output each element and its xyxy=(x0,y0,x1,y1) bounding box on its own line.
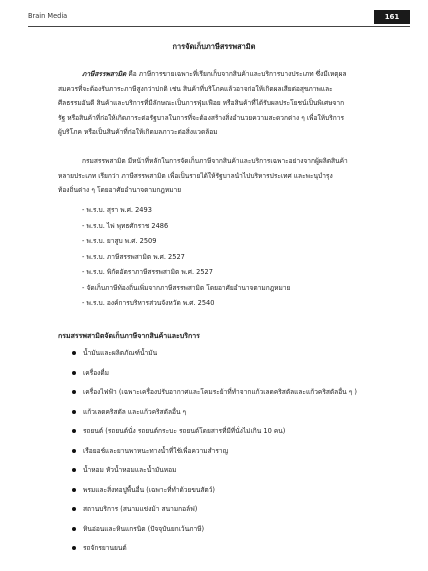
list-item xyxy=(72,465,392,476)
bullet-icon xyxy=(72,546,76,550)
item-text: รถยนต์ (รถยนต์นั่ง รถยนต์กระบะ รถยนต์โดยสารที่มีที่นั่งไม่เกิน 10 คน) xyxy=(83,427,286,435)
intro-line-1-text: คือ ภาษีการขายเฉพาะที่เรียกเก็บจากสินค้าและบริการบางประเภท ซึ่งมีเหตุผล xyxy=(126,70,347,78)
taxed-items-list xyxy=(72,348,392,563)
header-divider xyxy=(28,26,410,27)
law-list xyxy=(82,203,290,312)
second-paragraph xyxy=(58,154,388,198)
item-text: น้ำมันและผลิตภัณฑ์น้ำมัน xyxy=(83,349,158,357)
item-text: รถจักรยานยนต์ xyxy=(83,544,127,552)
bullet-icon xyxy=(72,410,76,414)
section-heading: กรมสรรพสามิตจัดเก็บภาษีจากสินค้าและบริการ xyxy=(58,332,200,340)
list-item xyxy=(72,524,392,535)
second-line-2: หลายประเภท เรียกว่า ภาษีสรรพสามิต เพื่อเป็นรายได้ให้รัฐบาลนำไปบริหารประเทศ และพะนุบำรุง xyxy=(58,171,333,180)
intro-term: ภาษีสรรพสามิต xyxy=(82,70,127,78)
item-text: น้ำหอม หัวน้ำหอมและน้ำมันหอม xyxy=(83,466,177,474)
bullet-icon xyxy=(72,507,76,511)
page-number-badge: 161 xyxy=(374,10,410,24)
list-item xyxy=(72,446,392,457)
list-item xyxy=(72,485,392,496)
law-item: - จัดเก็บภาษีท้องถิ่นเพิ่มจากภาษีสรรพสามิต โดยอาศัยอำนาจตามกฎหมาย xyxy=(82,283,291,292)
page-title: การจัดเก็บภาษีสรรพสามิต xyxy=(172,42,256,51)
bullet-icon xyxy=(72,488,76,492)
list-item xyxy=(72,368,392,379)
law-item: - พ.ร.บ. สุรา พ.ศ. 2493 xyxy=(82,206,152,214)
law-item: - พ.ร.บ. พิกัดอัตราภาษีสรรพสามิต พ.ศ. 2527 xyxy=(82,268,213,276)
law-item: - พ.ร.บ. องค์การบริหารส่วนจังหวัด พ.ศ. 2540 xyxy=(82,299,215,307)
item-text: เครื่องไฟฟ้า (เฉพาะเครื่องปรับอากาศและโคมระย้าที่ทำจากแก้วเลดคริสตัลและแก้วคริสตัลอื่น ๆ ) xyxy=(83,388,357,396)
list-item xyxy=(72,426,392,437)
intro-line-4: รัฐ หรือสินค้าที่ก่อให้เกิดภาระต่อรัฐบาลในการที่จะต้องสร้างสิ่งอำนวยความสะดวกต่าง ๆ เพื่อให้บริการ xyxy=(58,113,345,122)
item-text: เรือยอช์และยานพาหนะทางน้ำที่ใช้เพื่อความสำราญ xyxy=(83,446,229,455)
bullet-icon xyxy=(72,371,76,375)
second-line-1: กรมสรรพสามิต มีหน้าที่หลักในการจัดเก็บภาษีจากสินค้าและบริการเฉพาะอย่างจากผู้ผลิตสินค้า xyxy=(82,157,348,165)
intro-line-3: ศีลธรรมอันดี สินค้าและบริการที่มีลักษณะเป็นการฟุ่มเฟือย หรือสินค้าที่ได้รับผลประโยชน์เป็นพิเศษจาก xyxy=(58,99,345,107)
item-text: แก้วเลดคริสตัล และแก้วคริสตัลอื่น ๆ xyxy=(83,407,187,416)
list-item xyxy=(72,387,392,398)
list-item xyxy=(72,348,392,359)
item-text: หินอ่อนและหินแกรนิต (ปัจจุบันยกเว้นภาษี) xyxy=(83,524,205,533)
second-line-3: ท้องถิ่นต่าง ๆ โดยอาศัยอำนาจตามกฎหมาย xyxy=(58,186,182,194)
bullet-icon xyxy=(72,449,76,453)
intro-paragraph xyxy=(58,67,388,140)
law-item: - พ.ร.บ. ภาษีสรรพสามิต พ.ศ. 2527 xyxy=(82,252,185,261)
law-item: - พ.ร.บ. ยาสูบ พ.ศ. 2509 xyxy=(82,237,157,245)
bullet-icon xyxy=(72,468,76,472)
intro-line-1 xyxy=(58,67,388,82)
bullet-icon xyxy=(72,527,76,531)
item-text: สถานบริการ (สนามแข่งม้า สนามกอล์ฟ) xyxy=(83,505,198,513)
list-item xyxy=(72,543,392,554)
bullet-icon xyxy=(72,351,76,355)
intro-line-5: ผู้บริโภค หรือเป็นสินค้าที่ก่อให้เกิดมลภาวะต่อสิ่งแวดล้อม xyxy=(58,128,218,136)
header-publisher: Brain Media xyxy=(28,12,68,20)
item-text: พรมและสิ่งทอปูพื้นอื่น (เฉพาะที่ทำด้วยขนสัตว์) xyxy=(83,485,215,494)
list-item xyxy=(72,407,392,418)
intro-line-2: สมควรที่จะต้องรับภาระภาษีสูงกว่าปกติ เช่น สินค้าที่บริโภคแล้วอาจก่อให้เกิดผลเสียต่อสุขภาพและ xyxy=(58,84,333,93)
bullet-icon xyxy=(72,390,76,394)
bullet-icon xyxy=(72,429,76,433)
list-item xyxy=(72,504,392,515)
item-text: เครื่องดื่ม xyxy=(83,368,110,377)
law-item: - พ.ร.บ. ไพ่ พุทธศักราช 2486 xyxy=(82,221,169,230)
